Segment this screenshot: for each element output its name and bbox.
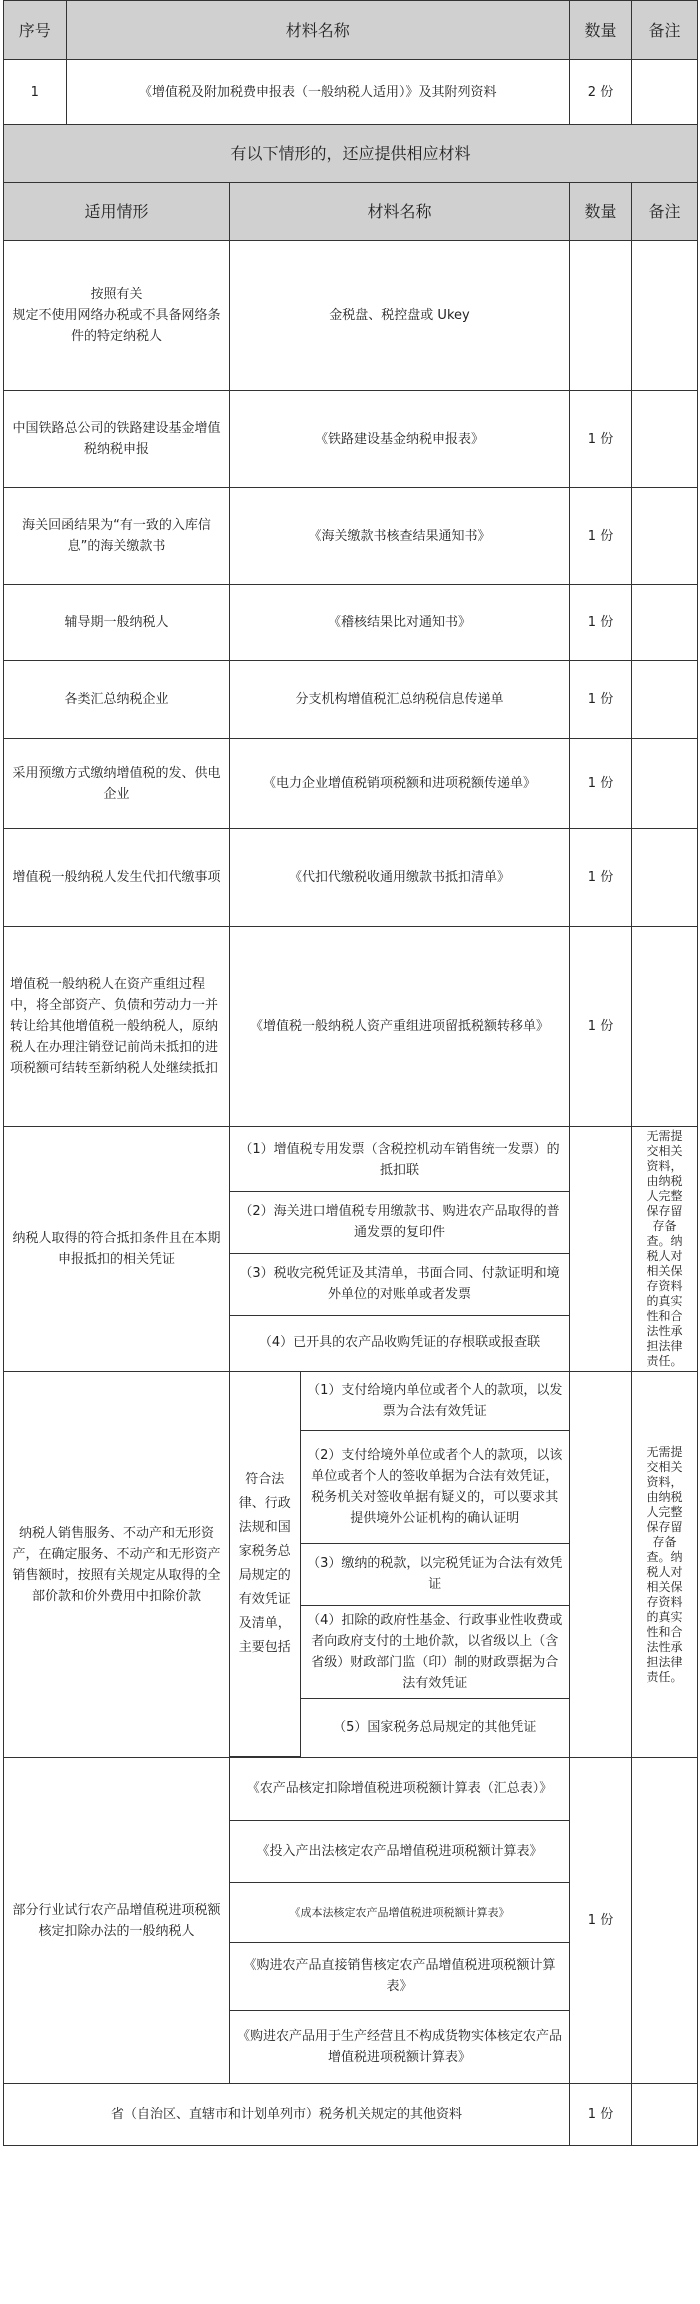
header-qty: 数量 [570, 1, 632, 60]
section-band-row [4, 125, 698, 183]
material-cell: 分支机构增值税汇总纳税信息传递单 [230, 661, 570, 739]
last-case: 省（自治区、直辖市和计划单列市）税务机关规定的其他资料 [4, 2084, 570, 2146]
last-note [632, 2084, 698, 2146]
deduct-case: 纳税人销售服务、不动产和无形资产，在确定服务、不动产和无形资产销售额时，按照有关规定从取得的全部价款和价外费用中扣除价款 [4, 1372, 230, 1758]
farm-item: 《农产品核定扣除增值税进项税额计算表（汇总表）》 [230, 1758, 569, 1820]
qty-cell: 1 份 [570, 488, 632, 585]
qty-cell: 1 份 [570, 391, 632, 488]
case-cell: 按照有关 规定不使用网络办税或不具备网络条件的特定纳税人 [4, 241, 230, 391]
table-row [4, 829, 698, 927]
voucher-item: （3）税收完税凭证及其清单，书面合同、付款证明和境外单位的对账单或者发票 [230, 1253, 569, 1315]
farm-item: 《购进农产品直接销售核定农产品增值税进项税额计算表》 [230, 1942, 569, 2010]
section-band: 有以下情形的，还应提供相应材料 [4, 125, 698, 183]
voucher-item: （2）海关进口增值税专用缴款书、购进农产品取得的普通发票的复印件 [230, 1191, 569, 1253]
voucher-item: （1）增值税专用发票（含税控机动车销售统一发票）的抵扣联 [230, 1129, 569, 1191]
last-row [4, 2084, 698, 2146]
table-row [4, 585, 698, 661]
note-cell [632, 241, 698, 391]
farm-items [230, 1758, 570, 2084]
row1-seq: 1 [4, 60, 66, 124]
subheader-name: 材料名称 [230, 183, 570, 241]
material-cell: 《稽核结果比对通知书》 [230, 585, 570, 661]
voucher-qty [570, 1127, 632, 1372]
note-cell [632, 927, 698, 1127]
material-cell: 《海关缴款书核查结果通知书》 [230, 488, 570, 585]
case-cell: 辅导期一般纳税人 [4, 585, 230, 661]
deduct-item: （1）支付给境内单位或者个人的款项，以发票为合法有效凭证 [300, 1372, 569, 1430]
materials-table-container [3, 0, 697, 2146]
voucher-case: 纳税人取得的符合抵扣条件且在本期申报抵扣的相关凭证 [4, 1127, 230, 1372]
material-cell: 《电力企业增值税销项税额和进项税额传递单》 [230, 739, 570, 829]
note-cell [632, 661, 698, 739]
row1-qty: 2 份 [570, 60, 632, 125]
voucher-block-row [4, 1127, 698, 1372]
row1-name: 《增值税及附加税费申报表（一般纳税人适用）》及其附列资料 [66, 60, 569, 124]
material-cell: 《代扣代缴税收通用缴款书抵扣清单》 [230, 829, 570, 927]
qty-cell [570, 241, 632, 391]
note-cell [632, 488, 698, 585]
case-cell: 增值税一般纳税人发生代扣代缴事项 [4, 829, 230, 927]
deduct-note: 无需提交相关资料，由纳税人完整保存留存备查。纳税人对相关保存资料的真实性和合法性承担法律责任。 [632, 1372, 698, 1758]
material-cell: 《铁路建设基金纳税申报表》 [230, 391, 570, 488]
qty-cell: 1 份 [570, 661, 632, 739]
voucher-item: （4）已开具的农产品收购凭证的存根联或报查联 [230, 1315, 569, 1369]
case-cell: 各类汇总纳税企业 [4, 661, 230, 739]
table-row [4, 60, 698, 125]
farm-qty: 1 份 [570, 1758, 632, 2084]
subheader-case: 适用情形 [4, 183, 230, 241]
qty-cell: 1 份 [570, 585, 632, 661]
table-row [4, 739, 698, 829]
subheader-qty: 数量 [570, 183, 632, 241]
subheader-note: 备注 [632, 183, 698, 241]
header-row [4, 1, 698, 60]
farm-item: 《购进农产品用于生产经营且不构成货物实体核定农产品增值税进项税额计算表》 [230, 2010, 569, 2083]
note-cell [632, 585, 698, 661]
header-note: 备注 [632, 1, 698, 60]
materials-table [3, 0, 698, 2146]
qty-cell: 1 份 [570, 927, 632, 1127]
qty-cell: 1 份 [570, 829, 632, 927]
header-seq: 序号 [4, 1, 66, 59]
table-row [4, 927, 698, 1127]
table-row [4, 241, 698, 391]
table-row [4, 488, 698, 585]
farm-item: 《成本法核定农产品增值税进项税额计算表》 [230, 1882, 569, 1942]
last-qty: 1 份 [570, 2084, 632, 2146]
deduct-block-row [4, 1372, 698, 1758]
material-cell: 金税盘、税控盘或 Ukey [230, 241, 570, 391]
deduct-detail [230, 1372, 570, 1758]
deduct-middle: 符合法律、行政法规和国家税务总局规定的有效凭证及清单，主要包括 [230, 1372, 300, 1757]
deduct-item: （5）国家税务总局规定的其他凭证 [300, 1698, 569, 1757]
case-cell: 中国铁路总公司的铁路建设基金增值税纳税申报 [4, 391, 230, 488]
note-cell [632, 391, 698, 488]
farm-case: 部分行业试行农产品增值税进项税额核定扣除办法的一般纳税人 [4, 1758, 230, 2084]
case-cell: 采用预缴方式缴纳增值税的发、供电企业 [4, 739, 230, 829]
case-cell: 海关回函结果为“有一致的入库信息”的海关缴款书 [4, 488, 230, 585]
qty-cell: 1 份 [570, 739, 632, 829]
header-name: 材料名称 [66, 1, 569, 59]
farm-block-row [4, 1758, 698, 2084]
deduct-item: （3）缴纳的税款，以完税凭证为合法有效凭证 [300, 1543, 569, 1605]
deduct-item: （4）扣除的政府性基金、行政事业性收费或者向政府支付的土地价款，以省级以上（含省级）财政部门监（印）制的财政票据为合法有效凭证 [300, 1605, 569, 1698]
subheader-row [4, 183, 698, 241]
farm-item: 《投入产出法核定农产品增值税进项税额计算表》 [230, 1820, 569, 1882]
material-cell: 《增值税一般纳税人资产重组进项留抵税额转移单》 [230, 927, 570, 1127]
farm-note [632, 1758, 698, 2084]
voucher-note: 无需提交相关资料，由纳税人完整保存留存备查。纳税人对相关保存资料的真实性和合法性承担法律责任。 [632, 1127, 698, 1372]
deduct-qty [570, 1372, 632, 1758]
row1-note [632, 60, 698, 125]
deduct-item: （2）支付给境外单位或者个人的款项，以该单位或者个人的签收单据为合法有效凭证，税务机关对签收单据有疑义的，可以要求其提供境外公证机构的确认证明 [300, 1430, 569, 1543]
note-cell [632, 829, 698, 927]
note-cell [632, 739, 698, 829]
case-cell: 增值税一般纳税人在资产重组过程中，将全部资产、负债和劳动力一并转让给其他增值税一般纳税人，原纳税人在办理注销登记前尚未抵扣的进项税额可结转至新纳税人处继续抵扣 [4, 927, 230, 1127]
table-row [4, 661, 698, 739]
table-row [4, 391, 698, 488]
voucher-items [230, 1127, 570, 1372]
